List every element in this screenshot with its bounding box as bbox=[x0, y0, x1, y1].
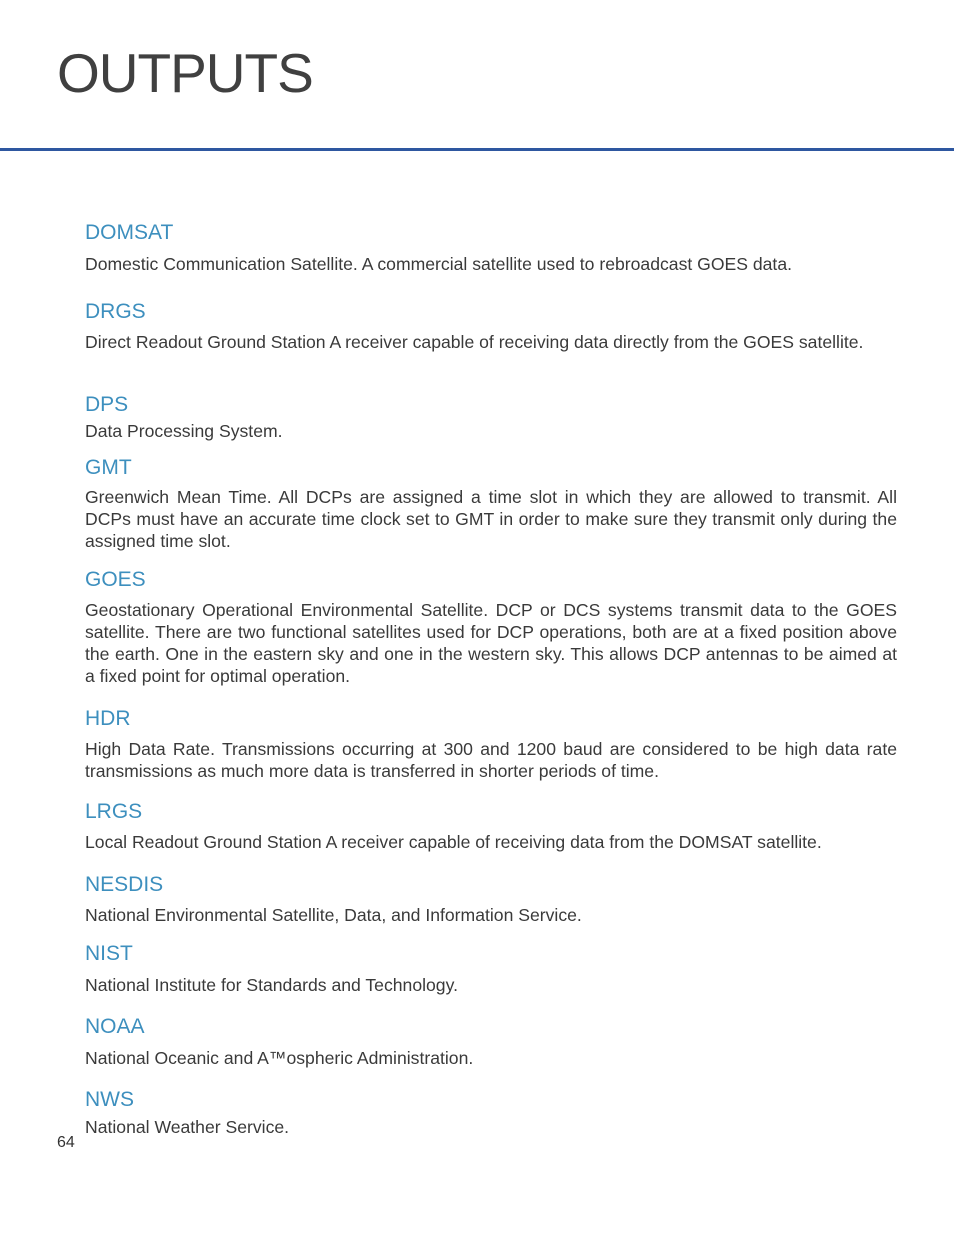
term-lrgs: LRGS bbox=[85, 800, 143, 823]
definition-nesdis: National Environmental Satellite, Data, and Information Service. bbox=[85, 905, 582, 925]
page-title: OUTPUTS bbox=[57, 42, 313, 104]
term-nws: NWS bbox=[85, 1088, 134, 1111]
title-divider bbox=[0, 148, 954, 151]
definition-domsat: Domestic Communication Satellite. A commercial satellite used to rebroadcast GOES data. bbox=[85, 254, 792, 274]
definition-drgs: Direct Readout Ground Station A receiver capable of receiving data directly from the GOES satellite. bbox=[85, 332, 864, 352]
term-gmt: GMT bbox=[85, 456, 132, 479]
definition-dps: Data Processing System. bbox=[85, 421, 283, 441]
term-noaa: NOAA bbox=[85, 1015, 145, 1038]
definition-hdr: High Data Rate. Transmissions occurring at 300 and 1200 baud are considered to be high data rate transmissions as much more data is transferred in shorter periods of time. bbox=[85, 739, 897, 781]
definition-nist: National Institute for Standards and Technology. bbox=[85, 975, 458, 995]
definition-nws: National Weather Service. bbox=[85, 1117, 290, 1137]
term-nesdis: NESDIS bbox=[85, 873, 164, 896]
term-goes: GOES bbox=[85, 568, 146, 591]
definition-noaa: National Oceanic and A™ospheric Administration. bbox=[85, 1048, 474, 1068]
definition-goes: Geostationary Operational Environmental Satellite. DCP or DCS systems transmit data to the GOES satellite. There are two functional satellites used for DCP operations, both are at a fixed position above the earth. One in the eastern sky and one in the western sky. This allows DCP antennas to be aimed at a fixed point for optimal operation. bbox=[85, 600, 897, 686]
term-hdr: HDR bbox=[85, 707, 131, 730]
term-drgs: DRGS bbox=[85, 300, 146, 323]
term-domsat: DOMSAT bbox=[85, 221, 174, 244]
page-number: 64 bbox=[57, 1134, 75, 1151]
term-dps: DPS bbox=[85, 393, 129, 416]
term-nist: NIST bbox=[85, 942, 133, 965]
definition-gmt: Greenwich Mean Time. All DCPs are assigned a time slot in which they are allowed to transmit. All DCPs must have an accurate time clock set to GMT in order to make sure they transmit only during the assigned time slot. bbox=[85, 487, 897, 551]
definition-lrgs: Local Readout Ground Station A receiver capable of receiving data from the DOMSAT satellite. bbox=[85, 832, 822, 852]
